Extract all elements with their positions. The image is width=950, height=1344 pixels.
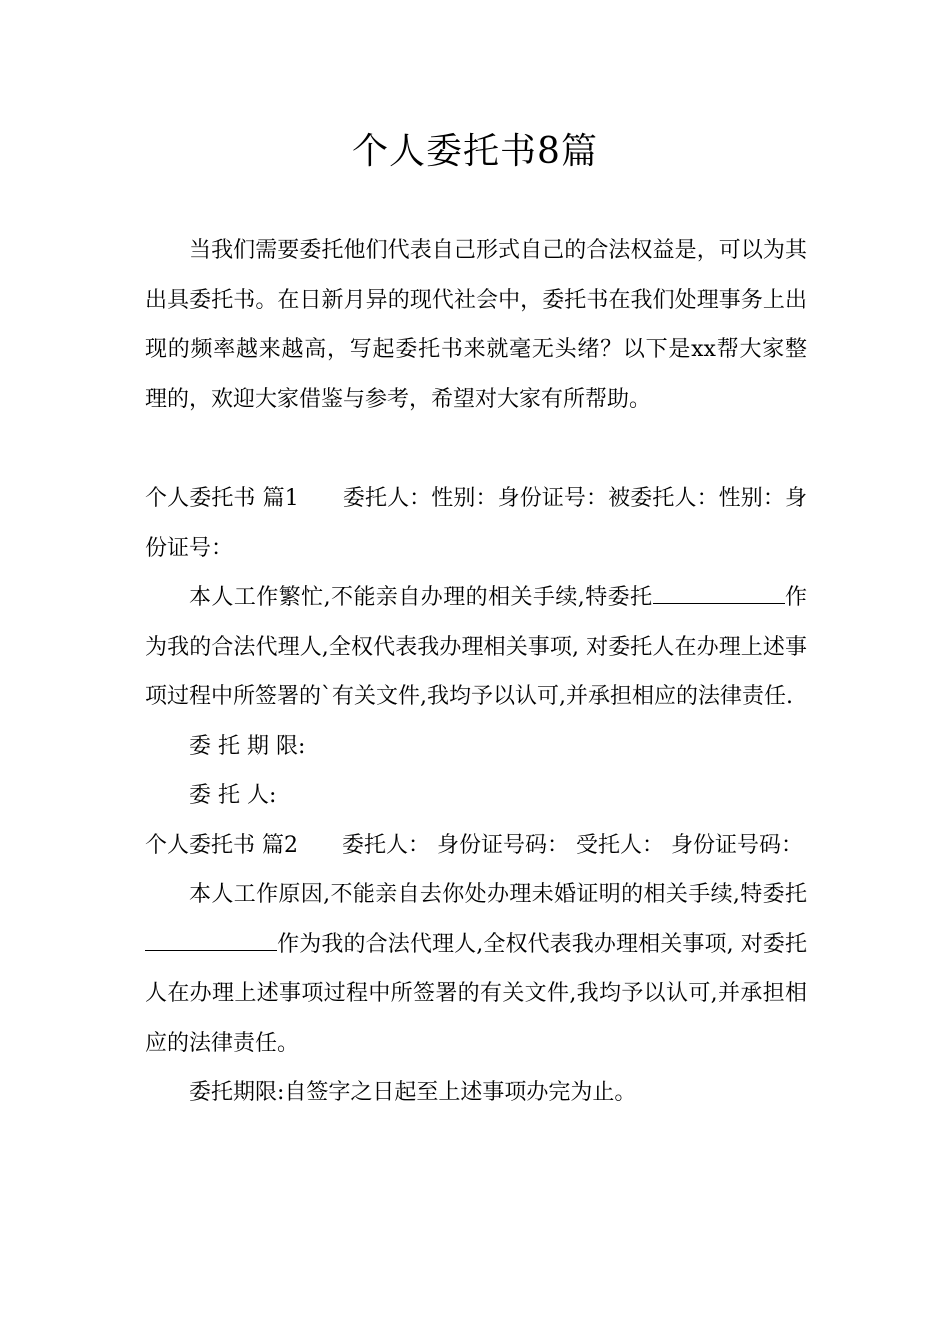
section1-body-after-blank: 作为我的合法代理人,全权代表我办理相关事项, 对委托人在办理上述事项过程中所签署的`有关文件,我均予以认可,并承担相应的法律责任. [145, 585, 807, 709]
section2-fields: 委托人： 身份证号码： 受托人： 身份证号码： [342, 832, 803, 858]
section1-heading: 个人委托书 篇1 [145, 486, 299, 511]
section2-heading: 个人委托书 篇2 [145, 832, 298, 858]
paragraph-spacer [145, 424, 807, 474]
section1-term-label: 委 托 期 限: [189, 733, 306, 759]
section1-header-line [145, 474, 807, 573]
fill-in-blank [653, 580, 785, 604]
section2-header-line [145, 821, 807, 871]
section2-body-before-blank: 本人工作原因,不能亲自去你处办理未婚证明的相关手续,特委托 [189, 882, 807, 907]
intro-paragraph: 当我们需要委托他们代表自己形式自己的合法权益是，可以为其出具委托书。在日新月异的现代社会中，委托书在我们处理事务上出现的频率越来越高，写起委托书来就毫无头绪？以下是xx帮大家整理的，欢迎大家借鉴与参考，希望对大家有所帮助。 [145, 238, 807, 412]
section2-body [145, 870, 807, 1068]
section2-body-after-blank: 作为我的合法代理人,全权代表我办理相关事项, 对委托人在办理上述事项过程中所签署的有关文件,我均予以认可,并承担相应的法律责任。 [145, 931, 807, 1056]
fill-in-blank [145, 926, 277, 950]
section1-body [145, 573, 807, 722]
document-title: 个人委托书8篇 [352, 131, 598, 172]
document-body [145, 226, 807, 1118]
section1-fields: 委托人：性别：身份证号：被委托人：性别：身份证号： [145, 486, 807, 561]
section2-term: 委托期限:自签字之日起至上述事项办完为止。 [189, 1080, 637, 1105]
section1-principal-label: 委 托 人: [189, 783, 277, 808]
section1-body-before-blank: 本人工作繁忙,不能亲自办理的相关手续,特委托 [189, 585, 653, 610]
